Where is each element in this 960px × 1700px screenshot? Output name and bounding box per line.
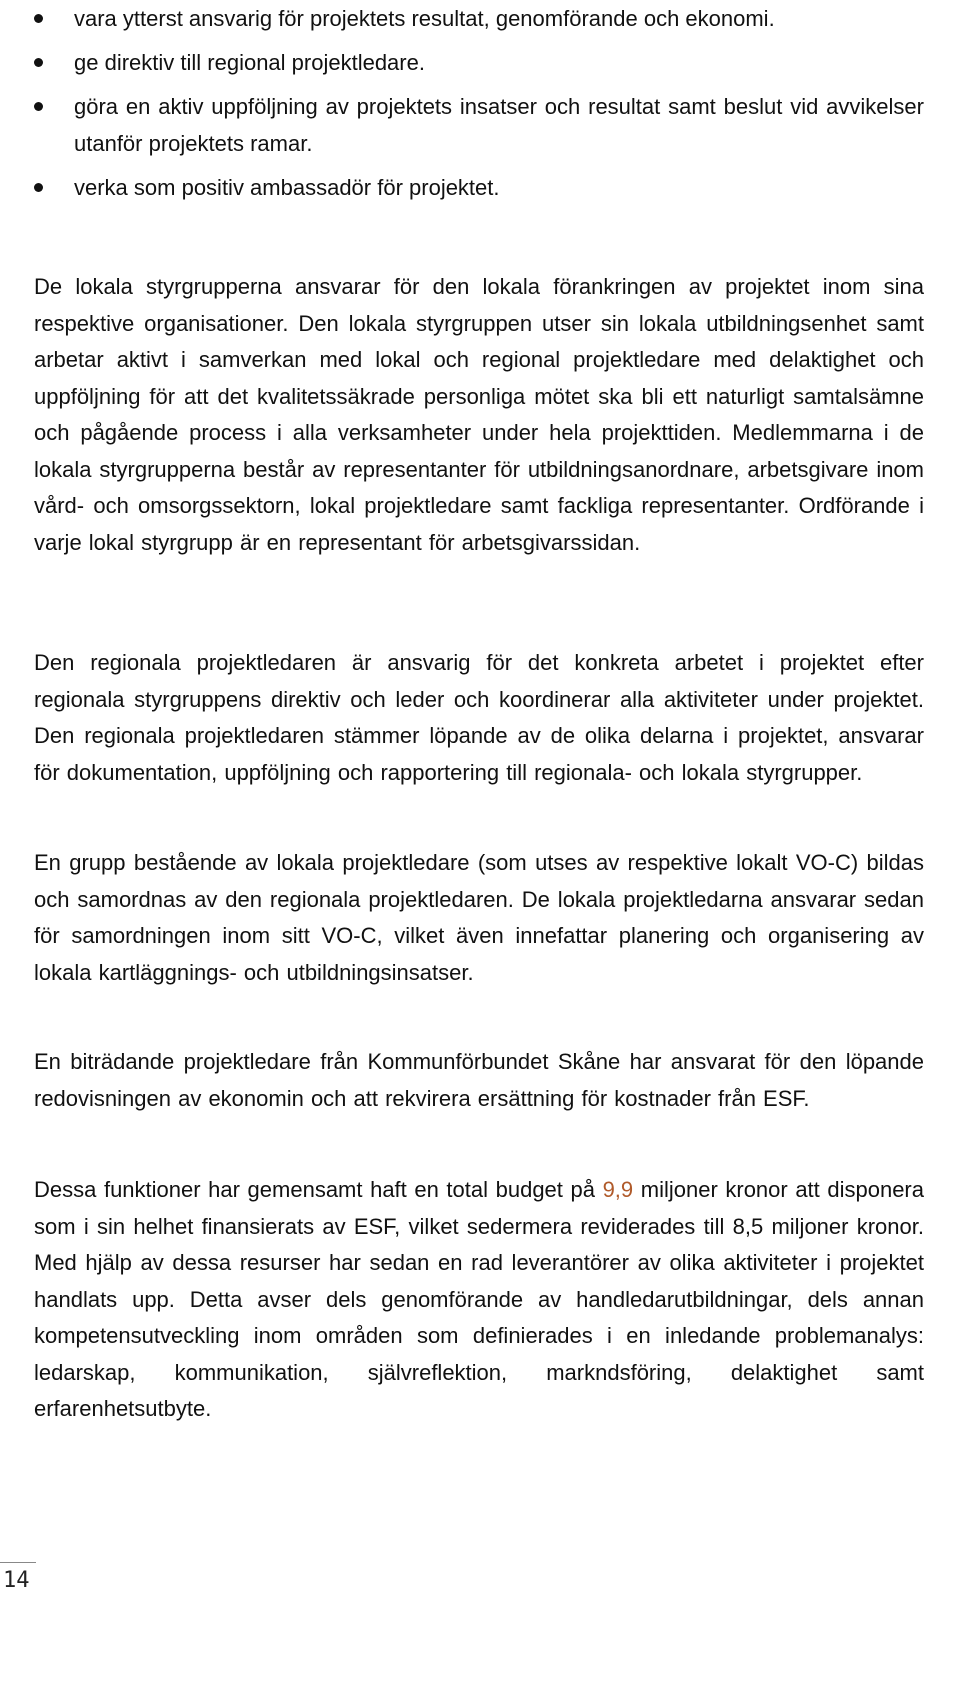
responsibility-bullet-list [34, 0, 924, 213]
page-number: 14 [3, 1568, 30, 1593]
paragraph-assistant-project-leader: En biträdande projektledare från Kommunförbundet Skåne har ansvarat för den löpande redovisningen av ekonomin och att rekvirera ersättning för kostnader från ESF. [34, 1049, 924, 1111]
budget-text-start: Dessa funktioner har gemensamt haft en total budget på [34, 1177, 603, 1202]
budget-text-end: miljoner kronor att disponera som i sin helhet finansierats av ESF, vilket sedermera reviderades till 8,5 miljoner kronor. Med hjälp av dessa resurser har sedan en rad leverantörer av olika aktiviteter i projektet handlats upp. Detta avser dels genomförande av handledarutbildningar, dels annan kompetensutveckling inom områden som definierades i en inledande problemanalys: ledarskap, kommunikation, självreflektion, markndsföring, delaktighet samt erfarenhetsutbyte. [34, 1177, 924, 1421]
bullet-item [34, 44, 924, 81]
paragraph-budget [34, 1172, 924, 1428]
bullet-item [34, 0, 924, 37]
bullet-dot-icon [34, 14, 43, 23]
bullet-dot-icon [34, 58, 43, 67]
paragraph-local-project-leaders: En grupp bestående av lokala projektledare (som utses av respektive lokalt VO-C) bildas och samordnas av den regionala projektledaren. De lokala projektledarna ansvarar sedan för samordningen inom sitt VO-C, vilket även innefattar planering och organisering av lokala kartläggnings- och utbildningsinsatser. [34, 850, 924, 985]
bullet-item [34, 88, 924, 162]
budget-amount: 9,9 [602, 1177, 634, 1202]
paragraph-regional-project-leader: Den regionala projektledaren är ansvarig för det konkreta arbetet i projektet efter regionala styrgruppens direktiv och leder och koordinerar alla aktiviteter under projektet. Den regionala projektledaren stämmer löpande av de olika delarna i projektet, ansvarar för dokumentation, uppföljning och rapportering till regionala- och lokala styrgrupper. [34, 650, 924, 785]
paragraph-local-steering-groups: De lokala styrgrupperna ansvarar för den lokala förankringen av projektet inom sina respektive organisationer. Den lokala styrgruppen utser sin lokala utbildningsenhet samt arbetar aktivt i samverkan med lokal och regional projektledare med delaktighet och uppföljning för att det kvalitetssäkrade personliga mötet ska bli ett naturligt samtalsämne och pågående process i alla verksamheter under hela projekttiden. Medlemmarna i de lokala styrgrupperna består av representanter för utbildningsanordnare, arbetsgivare inom vård- och omsorgssektorn, lokal projektledare samt fackliga representanter. Ordförande i varje lokal styrgrupp är en representant för arbetsgivarssidan. [34, 274, 924, 555]
bullet-item [34, 169, 924, 206]
footer-divider [0, 1562, 36, 1563]
bullet-dot-icon [34, 183, 43, 192]
bullet-text: verka som positiv ambassadör för projektet. [74, 175, 500, 200]
bullet-text: göra en aktiv uppföljning av projektets insatser och resultat samt beslut vid avvikelser utanför projektets ramar. [74, 94, 924, 156]
bullet-text: vara ytterst ansvarig för projektets resultat, genomförande och ekonomi. [74, 6, 775, 31]
bullet-dot-icon [34, 102, 43, 111]
bullet-text: ge direktiv till regional projektledare. [74, 50, 425, 75]
